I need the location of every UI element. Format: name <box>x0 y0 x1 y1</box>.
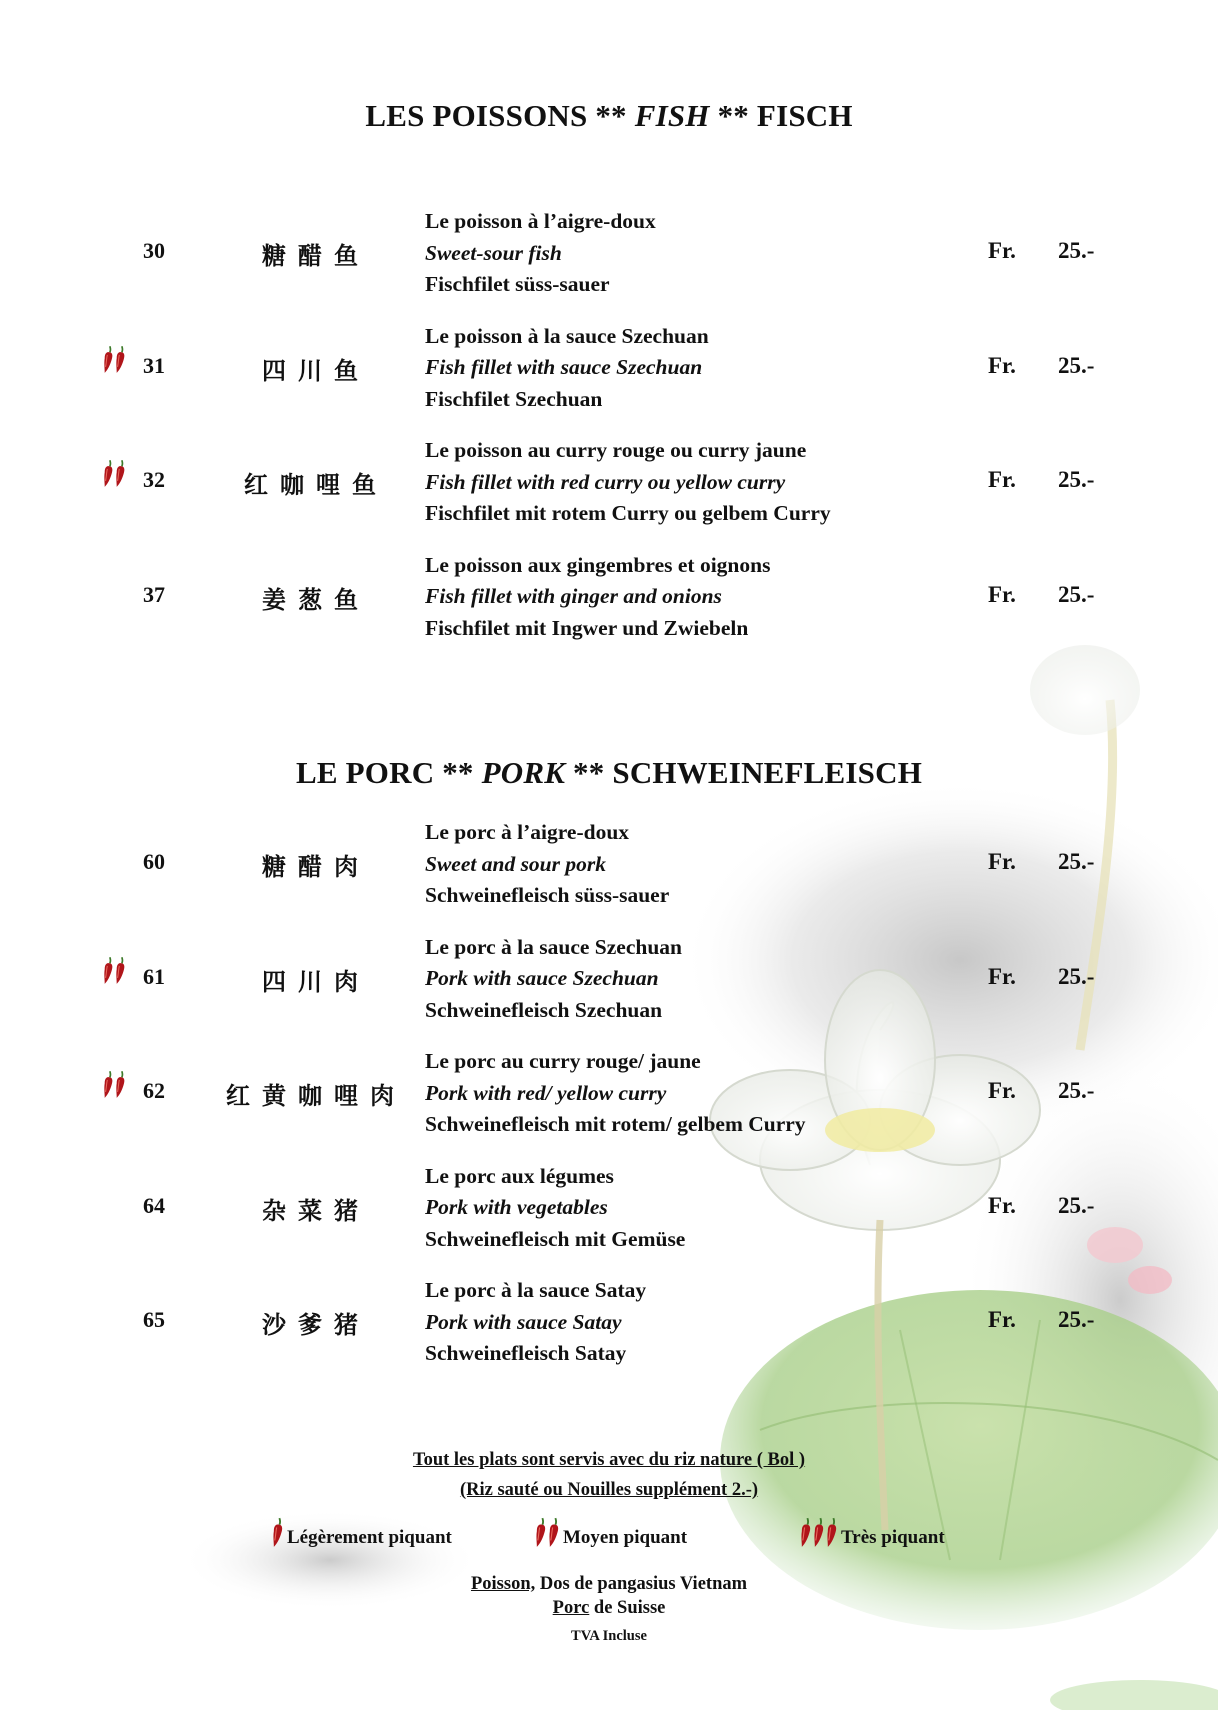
dish-name-french: Le poisson à l’aigre-doux <box>425 209 656 233</box>
menu-item <box>0 435 1218 531</box>
dish-name-english: Sweet and sour pork <box>425 851 606 876</box>
pork-title-left: LE PORC ** <box>295 755 474 790</box>
legend-mild <box>272 1517 452 1549</box>
chili-pepper-icon <box>103 459 115 489</box>
dish-name-german: Fischfilet mit Ingwer und Zwiebeln <box>425 615 749 640</box>
dish-name-german: Schweinefleisch Satay <box>425 1341 627 1365</box>
dish-name-english: Pork with sauce Szechuan <box>425 966 659 990</box>
dish-name-french: Le poisson au curry rouge ou curry jaune <box>425 438 807 462</box>
price-value: 25.- <box>1058 1078 1095 1103</box>
price-currency: Fr. <box>988 1192 1016 1218</box>
dish-name-english: Pork with sauce Satay <box>425 1309 622 1334</box>
chili-pepper-icon <box>115 1070 127 1100</box>
legend-medium-peppers <box>535 1517 561 1549</box>
chili-pepper-icon <box>103 1070 115 1100</box>
pork-origin-text: de Suisse <box>589 1598 666 1618</box>
dish-name-french: Le porc à la sauce Szechuan <box>425 934 683 959</box>
dish-name-french: Le poisson à la sauce Szechuan <box>425 323 709 348</box>
dish-description <box>425 321 955 416</box>
menu-item <box>0 550 1218 646</box>
price-value: 25.- <box>1058 1307 1095 1332</box>
pork-title-mid: PORK <box>481 755 566 790</box>
legend-mild-peppers <box>272 1517 285 1549</box>
dish-description <box>425 550 955 645</box>
price-value: 25.- <box>1058 238 1095 263</box>
pork-origin-label: Porc <box>552 1598 590 1618</box>
chili-pepper-icon <box>548 1517 561 1549</box>
fish-title-mid: FISH <box>634 98 710 133</box>
chili-pepper-icon <box>115 956 127 986</box>
dish-name-german: Schweinefleisch mit rotem/ gelbem Curry <box>425 1112 806 1136</box>
menu-item <box>0 1046 1218 1142</box>
fish-title-right: ** FISCH <box>717 98 853 133</box>
pork-section-title <box>0 755 1218 791</box>
price-currency: Fr. <box>988 581 1016 607</box>
dish-chinese-name: 姜葱鱼 <box>262 585 370 614</box>
price-currency: Fr. <box>988 1078 1016 1103</box>
price-value: 25.- <box>1058 467 1095 492</box>
menu-item <box>0 817 1218 913</box>
dish-name-german: Schweinefleisch Szechuan <box>425 997 663 1022</box>
chili-pepper-icon <box>800 1517 813 1549</box>
pork-title-right: ** SCHWEINEFLEISCH <box>573 755 923 790</box>
dish-number: 61 <box>143 963 165 989</box>
chili-indicator <box>103 1070 129 1106</box>
price-currency: Fr. <box>988 1307 1016 1332</box>
dish-description <box>425 817 955 912</box>
chili-indicator <box>103 345 129 381</box>
dish-name-english: Fish fillet with sauce Szechuan <box>425 355 703 379</box>
legend-hot-label: Très piquant <box>841 1527 945 1548</box>
dish-chinese-name: 四川鱼 <box>262 356 370 385</box>
fish-origin-label: Poisson, <box>470 1574 536 1594</box>
dish-chinese-name: 糖醋肉 <box>262 853 370 881</box>
dish-description <box>425 1275 955 1370</box>
chili-indicator <box>103 956 129 992</box>
dish-name-english: Pork with vegetables <box>425 1195 608 1219</box>
chili-pepper-icon <box>535 1517 548 1549</box>
chili-pepper-icon <box>115 459 127 489</box>
dish-name-french: Le poisson aux gingembres et oignons <box>425 552 771 577</box>
dish-name-english: Fish fillet with red curry ou yellow curry <box>425 469 786 494</box>
legend-medium <box>535 1517 687 1549</box>
dish-name-german: Schweinefleisch süss-sauer <box>425 883 670 907</box>
dish-name-english: Pork with red/ yellow curry <box>425 1080 667 1105</box>
dish-name-english: Sweet-sour fish <box>425 240 562 265</box>
menu-item <box>0 932 1218 1028</box>
dish-name-german: Fischfilet mit rotem Curry ou gelbem Curry <box>425 501 831 525</box>
dish-chinese-name: 糖醋鱼 <box>262 242 370 270</box>
price-value: 25.- <box>1058 849 1095 874</box>
price-currency: Fr. <box>988 467 1016 492</box>
fish-origin <box>0 1574 1218 1595</box>
dish-description <box>425 1161 955 1256</box>
fish-origin-text: Dos de pangasius Vietnam <box>535 1574 748 1594</box>
supplement-note: (Riz sauté ou Nouilles supplément 2.-) <box>459 1480 759 1500</box>
dish-chinese-name: 四川肉 <box>262 967 370 996</box>
dish-chinese-name: 沙爹猪 <box>262 1311 370 1339</box>
dish-number: 31 <box>143 352 165 378</box>
price-currency: Fr. <box>988 352 1016 378</box>
dish-description <box>425 206 955 301</box>
chili-pepper-icon <box>813 1517 826 1549</box>
menu-item <box>0 1275 1218 1371</box>
dish-name-french: Le porc à la sauce Satay <box>425 1278 647 1302</box>
rice-note: Tout les plats sont servis avec du riz nature ( Bol ) <box>412 1450 806 1470</box>
chili-pepper-icon <box>103 345 115 375</box>
dish-chinese-name: 杂菜猪 <box>262 1196 370 1225</box>
dish-number: 37 <box>143 581 165 607</box>
dish-chinese-name: 红咖哩鱼 <box>244 471 388 499</box>
dish-description <box>425 435 955 530</box>
chili-indicator <box>103 459 129 495</box>
dish-number: 32 <box>143 467 165 492</box>
price-currency: Fr. <box>988 238 1016 263</box>
dish-name-german: Schweinefleisch mit Gemüse <box>425 1226 686 1251</box>
chili-pepper-icon <box>826 1517 839 1549</box>
dish-number: 30 <box>143 238 165 263</box>
fish-title-left: LES POISSONS ** <box>365 98 627 133</box>
dish-description <box>425 932 955 1027</box>
chili-pepper-icon <box>272 1517 285 1549</box>
dish-name-french: Le porc aux légumes <box>425 1163 614 1188</box>
pork-origin <box>0 1598 1218 1619</box>
menu-item <box>0 321 1218 417</box>
price-value: 25.- <box>1058 963 1095 989</box>
price-value: 25.- <box>1058 352 1095 378</box>
dish-number: 64 <box>143 1192 165 1218</box>
price-currency: Fr. <box>988 849 1016 874</box>
menu-item <box>0 206 1218 302</box>
dish-number: 65 <box>143 1307 165 1332</box>
dish-name-german: Fischfilet Szechuan <box>425 386 603 411</box>
legend-hot <box>800 1517 945 1549</box>
legend-mild-label: Légèrement piquant <box>287 1527 452 1548</box>
chili-pepper-icon <box>115 345 127 375</box>
dish-name-english: Fish fillet with ginger and onions <box>425 584 722 608</box>
dish-name-german: Fischfilet süss-sauer <box>425 272 610 296</box>
dish-description <box>425 1046 955 1141</box>
dish-name-french: Le porc au curry rouge/ jaune <box>425 1049 701 1073</box>
chili-pepper-icon <box>103 956 115 986</box>
tva-note: TVA Incluse <box>571 1628 647 1644</box>
dish-name-french: Le porc à l’aigre-doux <box>425 820 630 844</box>
dish-chinese-name: 红黄咖哩肉 <box>226 1082 406 1110</box>
price-currency: Fr. <box>988 963 1016 989</box>
dish-number: 60 <box>143 849 165 874</box>
legend-medium-label: Moyen piquant <box>563 1527 688 1548</box>
price-value: 25.- <box>1058 581 1095 607</box>
fish-section-title <box>0 98 1218 134</box>
price-value: 25.- <box>1058 1192 1095 1218</box>
dish-number: 62 <box>143 1078 165 1103</box>
legend-hot-peppers <box>800 1517 839 1549</box>
menu-item <box>0 1161 1218 1257</box>
